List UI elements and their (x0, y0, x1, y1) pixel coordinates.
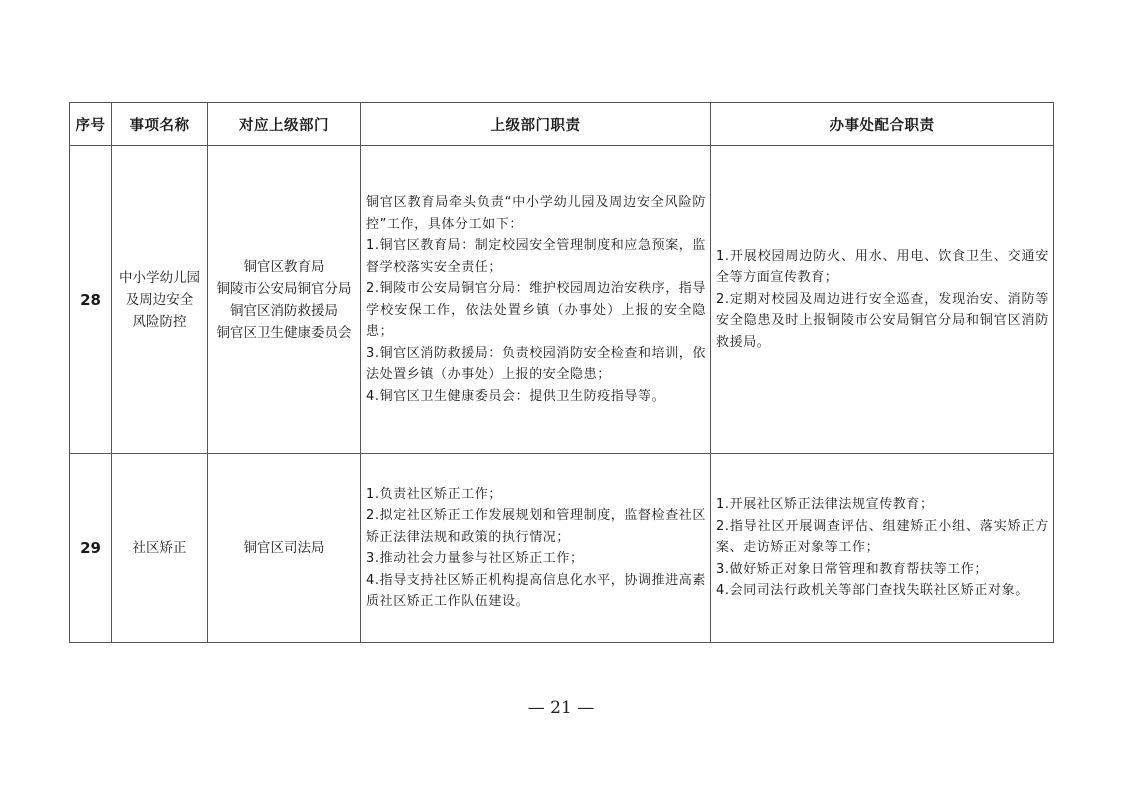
item-name-line: 及周边安全 (125, 291, 194, 308)
department-duty-cell (361, 454, 711, 643)
item-name-line: 社区矫正 (132, 540, 187, 556)
item-name-cell (112, 146, 208, 454)
cooperation-line: 1.开展社区矫正法律法规宣传教育； (716, 497, 934, 513)
cooperation-line: 1.开展校园周边防火、用水、用电、饮食卫生、交通安全等方面宣传教育； (716, 248, 1049, 286)
department-line: 铜官区消防救援局 (230, 302, 338, 319)
table-header-row (70, 103, 1054, 146)
item-name-line: 中小学幼儿园 (119, 269, 200, 286)
duty-line: 2.拟定社区矫正工作发展规划和管理制度，监督检查社区矫正法律法规和政策的执行情况； (366, 508, 707, 545)
duty-line: 4.铜官区卫生健康委员会：提供卫生防疫指导等。 (366, 388, 666, 404)
duty-line: 3.推动社会力量参与社区矫正工作； (366, 551, 584, 566)
duty-line: 铜官区教育局牵头负责“中小学幼儿园及周边安全风险防控”工作，具体分工如下： (366, 195, 706, 232)
duty-line: 1.铜官区教育局：制定校园安全管理制度和应急预案，监督学校落实安全责任； (366, 238, 707, 275)
cooperation-line: 2.定期对校园及周边进行安全巡查，发现治安、消防等安全隐患及时上报铜陵市公安局铜官分局和铜官区消防救援局。 (716, 291, 1049, 350)
duty-table (69, 102, 1054, 643)
department-line: 铜官区教育局 (243, 258, 325, 275)
page-number: — 21 — (527, 698, 595, 718)
row-number: 29 (70, 454, 112, 643)
department-cell (208, 146, 361, 454)
cooperation-line: 3.做好矫正对象日常管理和教育帮扶等工作； (716, 561, 989, 577)
department-line: 铜陵市公安局铜官分局 (216, 280, 352, 297)
department-duty-cell (361, 146, 711, 454)
duty-line: 2.铜陵市公安局铜官分局：维护校园周边治安秩序，指导学校安保工作，依法处置乡镇（办事处）上报的安全隐患； (366, 281, 707, 339)
cooperation-line: 2.指导社区开展调查评估、组建矫正小组、落实矫正方案、走访矫正对象等工作； (716, 518, 1049, 556)
table-row (70, 454, 1054, 643)
header-number: 序号 (70, 103, 112, 146)
item-name-line: 风险防控 (132, 313, 187, 330)
duty-line: 4.指导支持社区矫正机构提高信息化水平，协调推进高素质社区矫正工作队伍建设。 (366, 572, 707, 609)
row-number: 28 (70, 146, 112, 454)
cooperation-line: 4.会同司法行政机关等部门查找失联社区矫正对象。 (716, 583, 1029, 599)
header-item-name: 事项名称 (112, 103, 208, 146)
duty-line: 3.铜官区消防救援局：负责校园消防安全检查和培训，依法处置乡镇（办事处）上报的安全隐患； (366, 345, 707, 382)
department-line: 铜官区卫生健康委员会 (216, 324, 352, 341)
department-line: 铜官区司法局 (243, 540, 325, 556)
item-name-cell (112, 454, 208, 643)
department-cell (208, 454, 361, 643)
office-cooperation-cell (711, 454, 1054, 643)
office-cooperation-cell (711, 146, 1054, 454)
duty-line: 1.负责社区矫正工作； (366, 486, 503, 502)
table-row (70, 146, 1054, 454)
header-department-duty: 上级部门职责 (361, 103, 711, 146)
header-office-cooperation: 办事处配合职责 (711, 103, 1054, 146)
header-department: 对应上级部门 (208, 103, 361, 146)
